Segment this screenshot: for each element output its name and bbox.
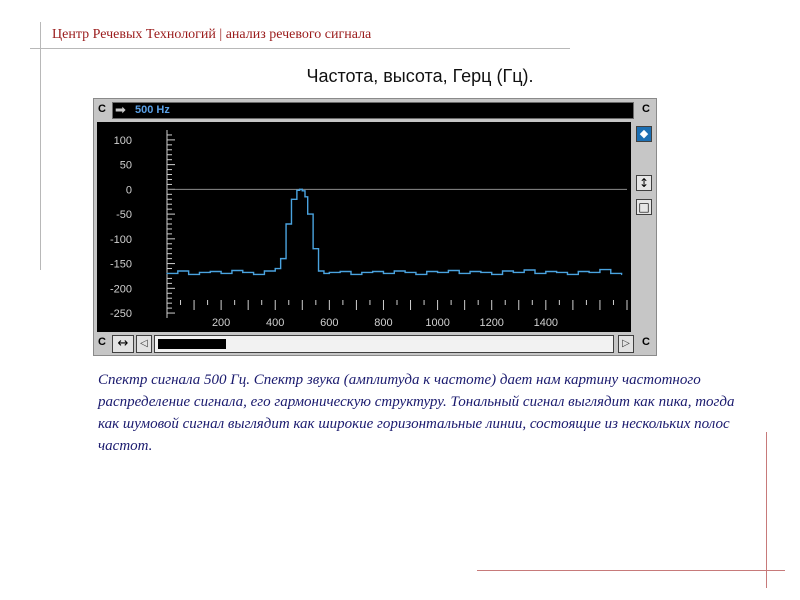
y-tick-label: -200 (109, 283, 132, 296)
spectrum-data-point (405, 272, 406, 273)
spectrum-data-point (437, 272, 438, 273)
x-tick-label: 1200 (479, 317, 504, 329)
square-icon[interactable]: □ (636, 199, 652, 215)
spectrum-data-point (578, 271, 579, 272)
spectrum-plot[interactable] (97, 122, 631, 332)
x-tick-label: 1400 (533, 317, 559, 329)
header-title: Центр Речевых Технологий | анализ речевого сигнала (52, 27, 372, 42)
spectrum-data-point (264, 270, 265, 271)
spectrum-data-point (329, 272, 330, 273)
spectrum-data-point (426, 271, 427, 272)
spectrum-data-point (534, 273, 535, 274)
slide-caption: Спектр сигнала 500 Гц. Спектр звука (амплитуда к частоте) дает нам картину частотного распределение сигнала, его гармоническую структуру. Тональный сигнал выглядит как пика, тогда как шумовой сигнал выглядит как широкие горизонтальные линии, состоящие из нескольких полос частот. (98, 372, 735, 454)
bottom-right-vertical-rule (766, 432, 767, 588)
cursor-readout-bar[interactable] (112, 102, 634, 119)
spectrum-data-point (253, 274, 254, 275)
diamond-icon[interactable]: ◆ (636, 126, 652, 142)
spectrum-data-point (166, 273, 167, 274)
x-tick-label: 1000 (425, 317, 450, 329)
spectrum-series-line-0 (167, 189, 622, 274)
spectrum-data-point (291, 199, 292, 200)
corner-label-top-right: C (642, 103, 650, 115)
spectrum-analyzer-window (93, 98, 657, 356)
left-arrow-icon[interactable]: ◁ (136, 335, 152, 353)
spectrum-data-point (280, 258, 281, 259)
y-tick-label: -100 (109, 233, 132, 246)
spectrum-data-point (524, 269, 525, 270)
spectrum-data-point (323, 273, 324, 274)
spectrum-data-point (567, 274, 568, 275)
vertical-arrows-icon[interactable]: ↕ (636, 175, 652, 191)
spectrum-data-point (589, 272, 590, 273)
spectrum-data-point (491, 274, 492, 275)
scrollbar-thumb[interactable] (158, 339, 226, 349)
y-tick-label: 0 (125, 184, 132, 197)
spectrum-data-point (275, 268, 276, 269)
spectrum-data-point (350, 274, 351, 275)
y-tick-label: 100 (113, 134, 132, 147)
spectrum-data-point (188, 274, 189, 275)
spectrum-data-point (242, 272, 243, 273)
x-tick-label: 400 (266, 317, 285, 329)
spectrum-plot-svg (97, 122, 631, 332)
spectrum-data-point (502, 270, 503, 271)
corner-label-bottom-left: C (98, 336, 106, 348)
y-tick-label: 50 (119, 159, 132, 172)
header-underline (30, 48, 570, 49)
spectrum-data-point (313, 248, 314, 249)
y-tick-label: -50 (116, 209, 132, 222)
spectrum-data-point (610, 273, 611, 274)
spectrum-data-point (383, 273, 384, 274)
spectrum-data-point (545, 271, 546, 272)
spectrum-data-point (199, 272, 200, 273)
spectrum-data-point (621, 274, 622, 275)
bottom-right-horizontal-rule (477, 570, 785, 571)
spectrum-data-point (210, 271, 211, 272)
spectrum-data-point (480, 272, 481, 273)
spectrum-data-point (231, 270, 232, 271)
spectrum-data-point (394, 270, 395, 271)
corner-label-bottom-right: C (642, 336, 650, 348)
spectrum-data-point (556, 272, 557, 273)
horizontal-arrows-icon[interactable]: ↔ (112, 335, 134, 353)
spectrum-data-point (469, 271, 470, 272)
y-tick-label: -150 (109, 258, 132, 271)
horizontal-scroll-controls (112, 335, 636, 353)
spectrum-data-point (299, 189, 300, 190)
x-tick-label: 800 (374, 317, 393, 329)
y-tick-label: -250 (109, 308, 132, 321)
spectrum-data-point (304, 196, 305, 197)
arrow-right-icon[interactable]: ➡ (115, 103, 126, 118)
spectrum-data-point (318, 270, 319, 271)
spectrum-data-point (448, 270, 449, 271)
spectrum-data-point (302, 190, 303, 191)
horizontal-scrollbar[interactable] (154, 335, 614, 353)
left-vertical-rule (40, 22, 41, 270)
spectrum-data-point (221, 273, 222, 274)
spectrum-data-point (372, 271, 373, 272)
spectrum-data-point (340, 271, 341, 272)
slide-title: Частота, высота, Герц (Гц). (306, 66, 534, 86)
spectrum-data-point (296, 190, 297, 191)
spectrum-data-point (415, 274, 416, 275)
corner-label-top-left: C (98, 103, 106, 115)
spectrum-data-point (285, 223, 286, 224)
spectrum-data-point (599, 269, 600, 270)
right-arrow-icon[interactable]: ▷ (618, 335, 634, 353)
x-tick-label: 600 (320, 317, 339, 329)
spectrum-data-point (459, 273, 460, 274)
spectrum-data-point (361, 272, 362, 273)
spectrum-data-point (177, 270, 178, 271)
x-tick-label: 200 (211, 317, 231, 329)
cursor-frequency-readout: 500 Hz (135, 104, 170, 116)
spectrum-data-point (513, 272, 514, 273)
spectrum-data-point (307, 214, 308, 215)
